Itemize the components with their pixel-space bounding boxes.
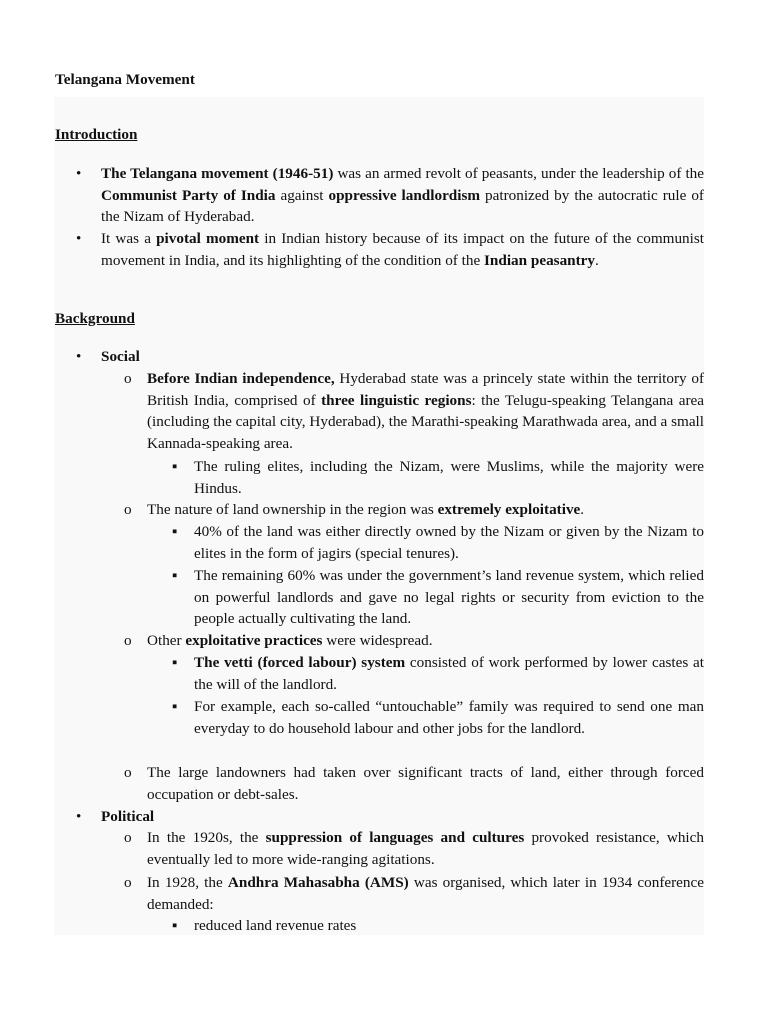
intro-item-2: It was a pivotal moment in Indian history because of its impact on the future of the communist movement in India, and its highlighting of the condition of the Indian peasantry. — [101, 230, 704, 269]
social-item-2: The nature of land ownership in the region was extremely exploitative. — [147, 501, 585, 518]
social-item-4: The large landowners had taken over significant tracts of land, either through forced occupation or debt-sales. — [147, 764, 704, 803]
circle-bullet-icon: o — [124, 764, 132, 781]
social-label: Social — [101, 348, 140, 365]
circle-bullet-icon: o — [124, 632, 132, 649]
square-bullet-icon: ▪ — [172, 523, 178, 540]
political-label: Political — [101, 808, 155, 825]
social-item-2-sub-2: The remaining 60% was under the government’s land revenue system, which relied on powerful landlords and gave no legal rights or security from eviction to the people actually cultivating the land. — [194, 567, 704, 628]
introduction-heading: Introduction — [55, 126, 138, 143]
political-item-2: In 1928, the Andhra Mahasabha (AMS) was organised, which later in 1934 conference demanded: — [147, 874, 704, 913]
square-bullet-icon: ▪ — [172, 917, 178, 934]
square-bullet-icon: ▪ — [172, 458, 178, 475]
circle-bullet-icon: o — [124, 829, 132, 846]
social-item-1: Before Indian independence, Hyderabad state was a princely state within the territory of British India, comprised of three linguistic regions: the Telugu-speaking Telangana area (including the capital city, Hyderabad), the Marathi-speaking Marathwada area, and a small Kannada-speaking area. — [147, 370, 705, 453]
background-heading: Background — [55, 310, 135, 327]
bullet-icon: • — [76, 165, 82, 182]
intro-item-1: The Telangana movement (1946-51) was an armed revolt of peasants, under the leadership of the Communist Party of India against oppressive landlordism patronized by the autocratic rule of the Nizam of Hyderabad. — [101, 165, 704, 226]
social-item-3-sub-2: For example, each so-called “untouchable” family was required to send one man everyday to do household labour and other jobs for the landlord. — [194, 698, 704, 737]
social-item-3: Other exploitative practices were widespread. — [147, 632, 433, 649]
square-bullet-icon: ▪ — [172, 567, 178, 584]
square-bullet-icon: ▪ — [172, 654, 178, 671]
circle-bullet-icon: o — [124, 370, 132, 387]
circle-bullet-icon: o — [124, 501, 132, 518]
political-item-2-sub-1: reduced land revenue rates — [194, 917, 357, 934]
square-bullet-icon: ▪ — [172, 698, 178, 715]
document-title: Telangana Movement — [55, 71, 195, 88]
bullet-icon: • — [76, 230, 82, 247]
social-item-3-sub-1: The vetti (forced labour) system consisted of work performed by lower castes at the will of the landlord. — [194, 654, 704, 693]
bullet-icon: • — [76, 808, 82, 825]
circle-bullet-icon: o — [124, 874, 132, 891]
social-item-2-sub-1: 40% of the land was either directly owned by the Nizam or given by the Nizam to elites in the form of jagirs (special tenures). — [194, 523, 704, 562]
bullet-icon: • — [76, 348, 82, 365]
social-item-1-sub-1: The ruling elites, including the Nizam, were Muslims, while the majority were Hindus. — [194, 458, 704, 497]
political-item-1: In the 1920s, the suppression of languages and cultures provoked resistance, which eventually led to more wide-ranging agitations. — [147, 829, 704, 868]
